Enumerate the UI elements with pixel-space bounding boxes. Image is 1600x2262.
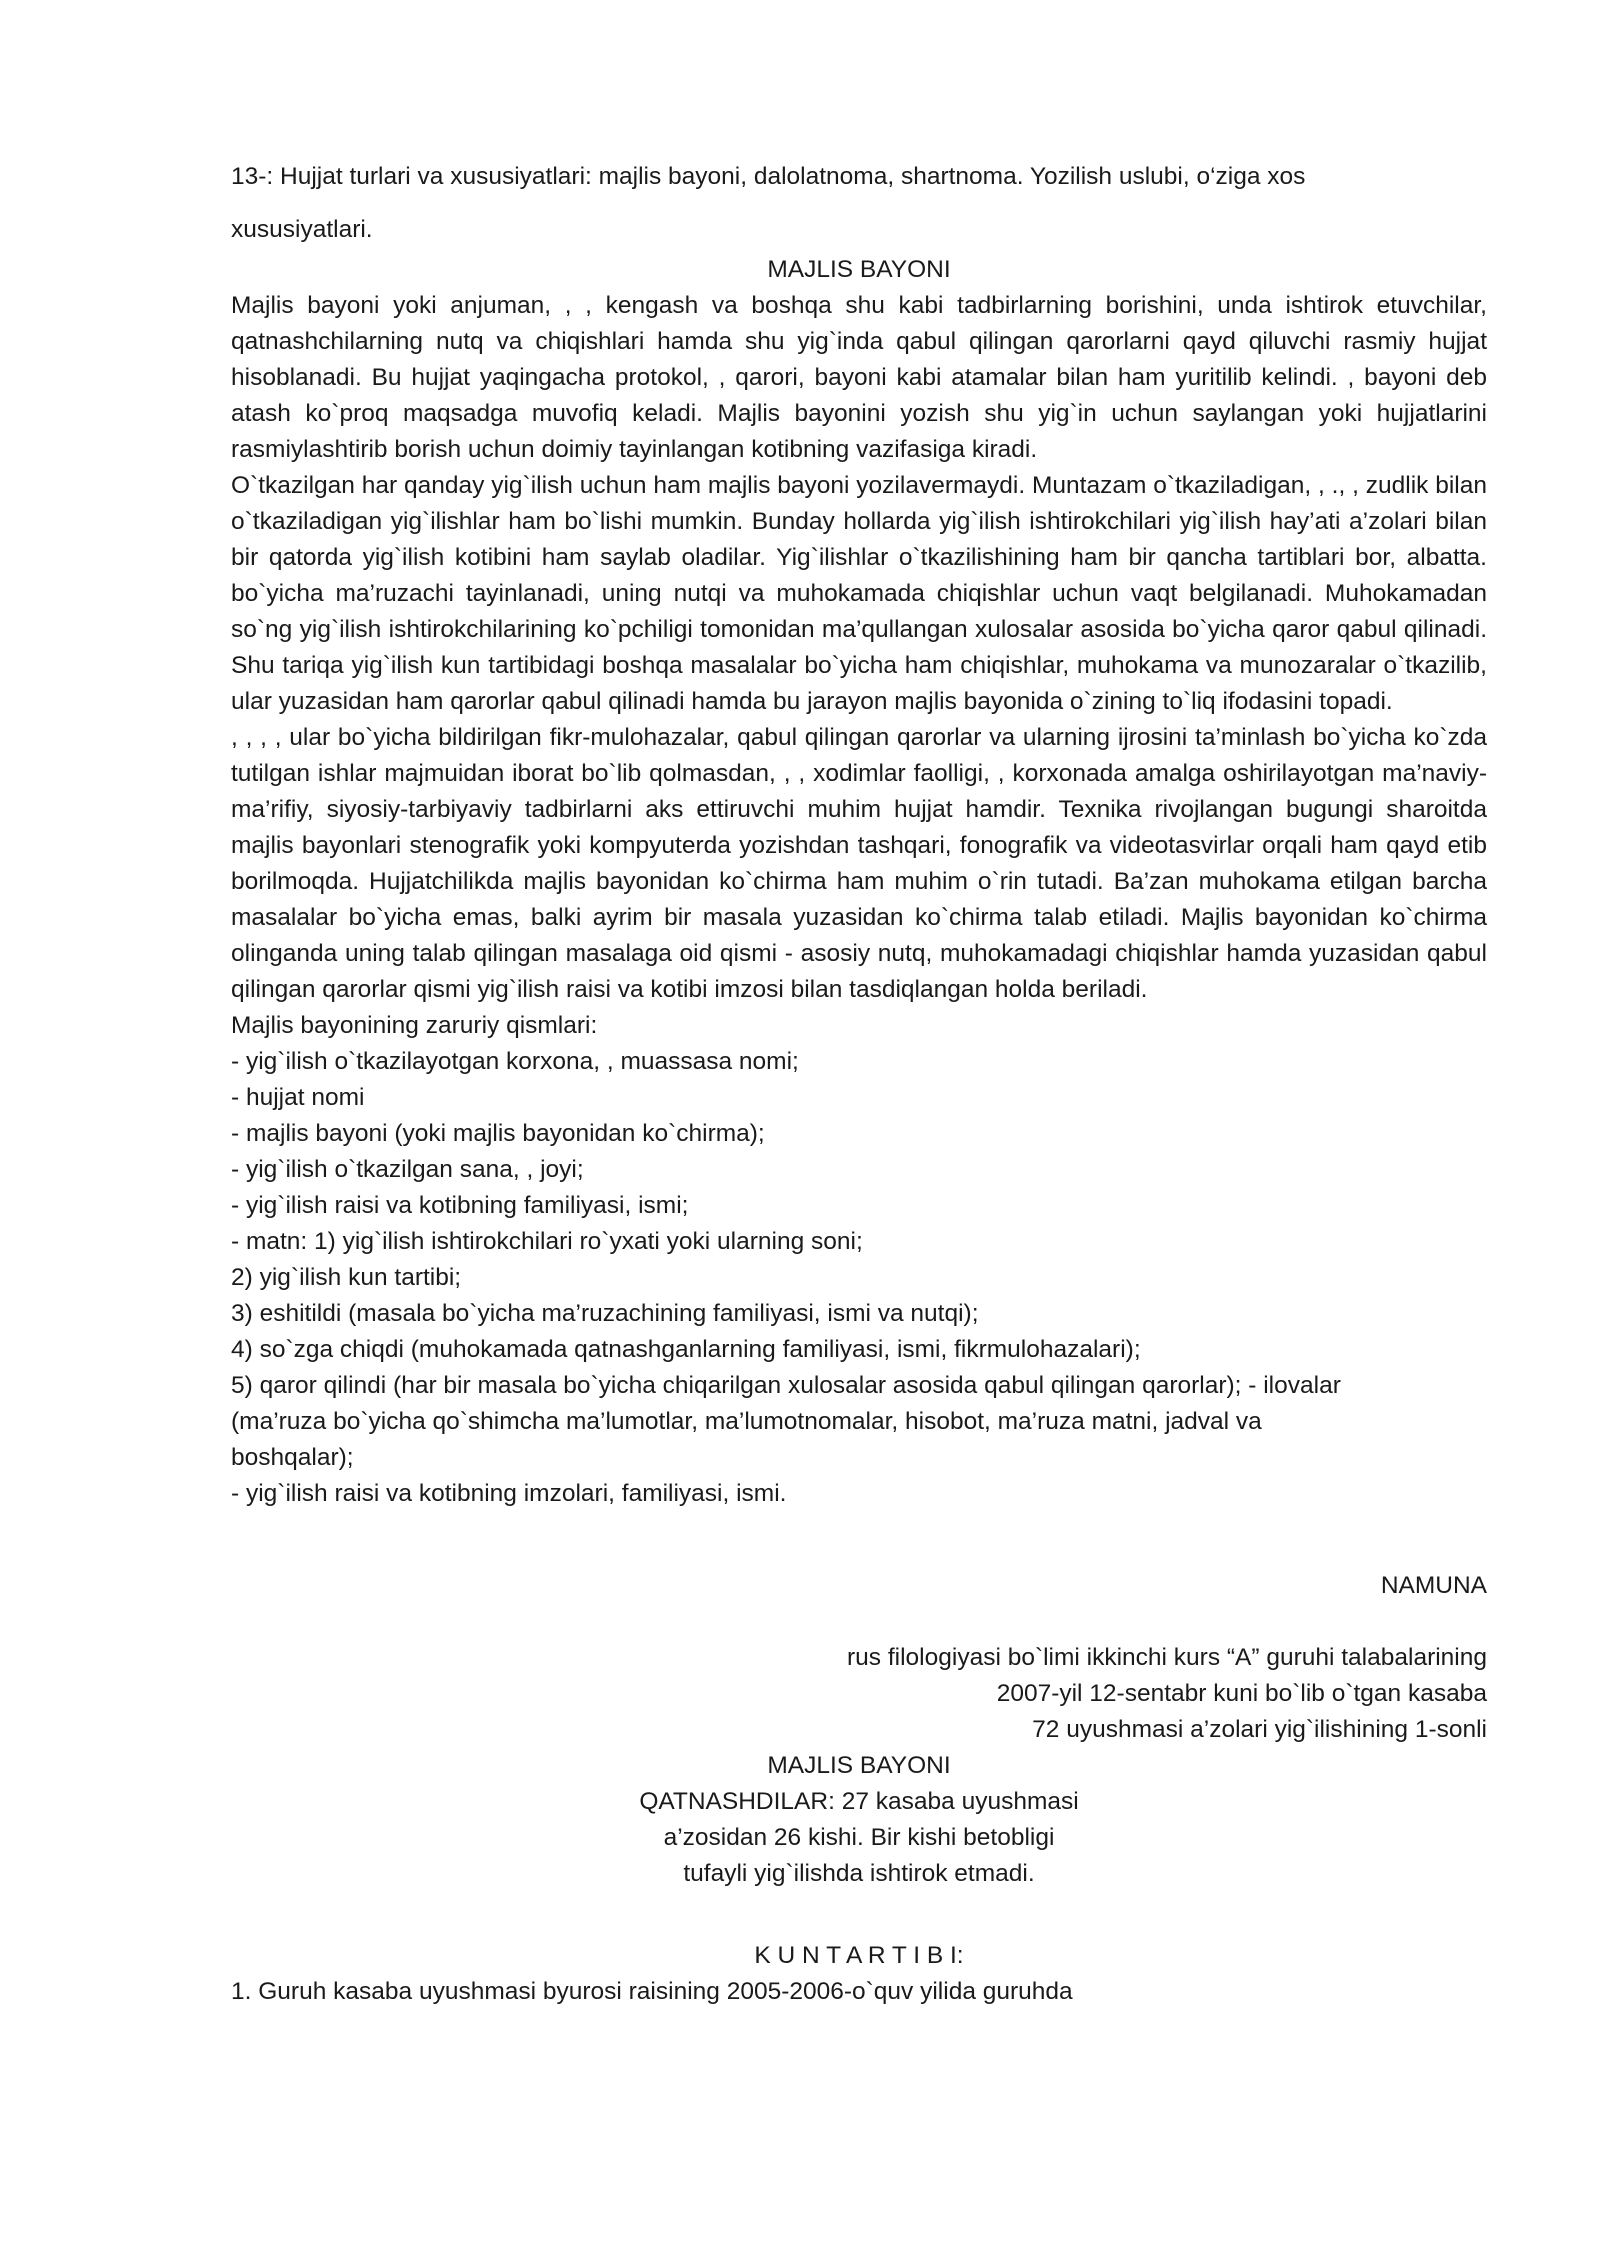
sample-label: NAMUNA <box>1380 1572 1487 1599</box>
spacer <box>231 1512 1487 1548</box>
list-item: 3) eshitildi (masala bo`yicha ma’ruzachining familiyasi, ismi va nutqi); <box>231 1300 979 1327</box>
list-item: - yig`ilish o`tkazilgan sana, , joyi; <box>231 1156 584 1183</box>
list-item: (ma’ruza bo`yicha qo`shimcha ma’lumotlar, ma’lumotnomalar, hisobot, ma’ruza matni, jadval va <box>231 1408 1262 1435</box>
heading-line-1: 13-: Hujjat turlari va xususiyatlari: majlis bayoni, dalolatnoma, shartnoma. Yozilish uslubi, o‘ziga xos <box>231 163 1306 190</box>
sample-title: MAJLIS BAYONI <box>767 1752 951 1779</box>
agenda-item-1: 1. Guruh kasaba uyushmasi byurosi raisining 2005-2006-o`quv yilida guruhda <box>231 1978 1073 2005</box>
attendees-line-3: tufayli yig`ilishda ishtirok etmadi. <box>683 1860 1035 1887</box>
list-item: - majlis bayoni (yoki majlis bayonidan ko`chirma); <box>231 1120 765 1147</box>
list-item: 5) qaror qilindi (har bir masala bo`yicha chiqarilgan xulosalar asosida qabul qilingan qarorlar); - ilovalar <box>231 1372 1341 1399</box>
paragraph-1: Majlis bayoni yoki anjuman, , , kengash va boshqa shu kabi tadbirlarning borishini, unda ishtirok etuvchilar, qatnashchilarning nutq va chiqishlari hamda shu yig`inda qabul qilingan qarorlarni qayd qiluvchi rasmiy hujjat hisoblanadi. Bu hujjat yaqingacha protokol, , qarori, bayoni kabi atamalar bilan ham yuritilib kelindi. , bayoni deb atash ko`proq maqsadga muvofiq keladi. Majlis bayonini yozish shu yig`in uchun saylangan yoki hujjatlarini rasmiylashtirib borish uchun doimiy tayinlangan kotibning vazifasiga kiradi. <box>231 292 1487 463</box>
list-item: 4) so`zga chiqdi (muhokamada qatnashganlarning familiyasi, ismi, fikrmulohazalari); <box>231 1336 1141 1363</box>
list-item: - matn: 1) yig`ilish ishtirokchilari ro`yxati yoki ularning soni; <box>231 1228 863 1255</box>
list-item: - yig`ilish raisi va kotibning familiyasi, ismi; <box>231 1192 689 1219</box>
paragraph-2: O`tkazilgan har qanday yig`ilish uchun ham majlis bayoni yozilavermaydi. Muntazam o`tkaziladigan, , ., , zudlik bilan o`tkaziladigan yig`ilishlar ham bo`lishi mumkin. Bunday hollarda yig`ilish ishtirokchilari yig`ilish hay’ati a’zolari bilan bir qatorda yig`ilish kotibini ham saylab oladilar. Yig`ilishlar o`tkazilishining ham bir qancha tartiblari bor, albatta. bo`yicha ma’ruzachi tayinlanadi, uning nutqi va muhokamada chiqishlar uchun vaqt belgilanadi. Muhokamadan so`ng yig`ilish ishtirokchilarining ko`pchiligi tomonidan ma’qullangan xulosalar asosida bo`yicha qaror qabul qilinadi. Shu tariqa yig`ilish kun tartibidagi boshqa masalalar bo`yicha ham chiqishlar, muhokama va munozaralar o`tkazilib, ular yuzasidan ham qarorlar qabul qilinadi hamda bu jarayon majlis bayonida o`zining to`liq ifodasini topadi. <box>231 472 1487 715</box>
sample-header-line-1: rus filologiyasi bo`limi ikkinchi kurs “A” guruhi talabalarining <box>847 1644 1487 1671</box>
section-title: MAJLIS BAYONI <box>767 256 951 283</box>
list-item: boshqalar); <box>231 1444 354 1471</box>
list-item: - yig`ilish o`tkazilayotgan korxona, , muassasa nomi; <box>231 1048 799 1075</box>
attendees-line-2: a’zosidan 26 kishi. Bir kishi betobligi <box>663 1824 1055 1851</box>
spacer <box>231 1548 1487 1568</box>
parts-title: Majlis bayonining zaruriy qismlari: <box>231 1012 598 1039</box>
heading-line-2: xususiyatlari. <box>231 216 373 243</box>
list-item: 2) yig`ilish kun tartibi; <box>231 1264 462 1291</box>
list-item: - hujjat nomi <box>231 1084 365 1111</box>
agenda-title: K U N T A R T I B I: <box>754 1942 964 1969</box>
spacer <box>231 1604 1487 1640</box>
sample-header-line-2: 2007-yil 12-sentabr kuni bo`lib o`tgan kasaba <box>996 1680 1487 1707</box>
document-content <box>231 150 1487 2010</box>
attendees-line-1: QATNASHDILAR: 27 kasaba uyushmasi <box>639 1788 1079 1815</box>
parts-list <box>231 1044 1487 1512</box>
list-item: - yig`ilish raisi va kotibning imzolari, familiyasi, ismi. <box>231 1480 787 1507</box>
sample-header-line-3: 72 uyushmasi a’zolari yig`ilishining 1-sonli <box>1032 1716 1487 1743</box>
paragraph-3: , , , , ular bo`yicha bildirilgan fikr-mulohazalar, qabul qilingan qarorlar va ularning ijrosini ta’minlash bo`yicha ko`zda tutilgan ishlar majmuidan iborat bo`lib qolmasdan, , , xodimlar faolligi, , korxonada amalga oshirilayotgan ma’naviy-ma’rifiy, siyosiy-tarbiyaviy tadbirlarni aks ettiruvchi muhim hujjat hamdir. Texnika rivojlangan bugungi sharoitda majlis bayonlari stenografik yoki kompyuterda yozishdan tashqari, fonografik va videotasvirlar orqali ham qayd etib borilmoqda. Hujjatchilikda majlis bayonidan ko`chirma ham muhim o`rin tutadi. Ba’zan muhokama etilgan barcha masalalar bo`yicha emas, balki ayrim bir masala yuzasidan ko`chirma talab etiladi. Majlis bayonidan ko`chirma olinganda uning talab qilingan masalaga oid qismi - asosiy nutq, muhokamadagi chiqishlar hamda yuzasidan qabul qilingan qarorlar qismi yig`ilish raisi va kotibi imzosi bilan tasdiqlangan holda beriladi. <box>231 724 1487 1003</box>
spacer <box>231 1892 1487 1938</box>
